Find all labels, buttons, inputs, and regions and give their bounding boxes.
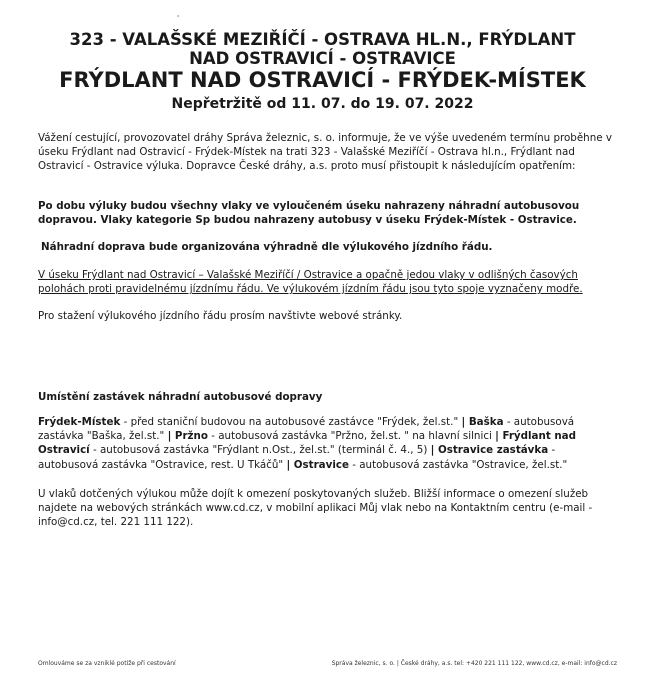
route-title-line2: NAD OSTRAVICÍ - OSTRAVICE (189, 49, 456, 68)
timing-paragraph: V úseku Frýdlant nad Ostravicí – Valašské Meziříčí / Ostravice a opačně jedou vlaky v odlišných časových polohách proti pravidelnému jízdnímu řádu. Ve výlukovém jízdním řádu jsou tyto spoje vyznačeny modře. (38, 269, 583, 296)
separator: | (495, 430, 503, 443)
separator: | (286, 458, 294, 471)
footer-contacts: Správa železnic, s. o. | České dráhy, a.s. tel: +420 221 111 122, www.cd.cz, e-mail: info@cd.cz (331, 660, 617, 667)
footer-apology: Omlouváme se za vzniklé potíže při cestování (38, 660, 176, 667)
stop-desc: - autobusová zastávka "Ostravice, rest. U Tkáčů" (38, 444, 556, 471)
download-paragraph: Pro stažení výlukového jízdního řádu prosím navštivte webové stránky. (38, 310, 403, 322)
stop-desc: - autobusová zastávka "Pržno, žel.st. " na hlavní silnici (207, 430, 496, 443)
route-title-line1: 323 - VALAŠSKÉ MEZIŘÍČÍ - OSTRAVA HL.N., FRÝDLANT (69, 30, 576, 49)
stop-desc: - autobusová zastávka "Frýdlant n.Ost., žel.st." (terminál č. 4., 5) (89, 444, 431, 457)
route-title (20, 30, 625, 68)
separator: | (167, 430, 175, 443)
stop-name: Ostravice (293, 458, 349, 471)
stop-name: Frýdek-Místek (38, 416, 121, 428)
section-title: FRÝDLANT NAD OSTRAVICÍ - FRÝDEK-MÍSTEK (59, 68, 586, 92)
organized-paragraph: Náhradní doprava bude organizována výhradně dle výlukového jízdního řádu. (41, 241, 493, 253)
stop-desc: - před staniční budovou na autobusové zastávce "Frýdek, žel.st." (120, 416, 462, 428)
stop-name: Baška (468, 416, 504, 428)
period-title: Nepřetržitě od 11. 07. do 19. 07. 2022 (171, 96, 474, 112)
separator: | (430, 444, 438, 457)
stops-list (38, 415, 618, 472)
stop-name: Pržno (174, 430, 208, 443)
info-paragraph: U vlaků dotčených výlukou může dojít k omezení poskytovaných služeb. Bližší informace o omezení služeb najdete na webových stránkách www.cd.cz, v mobilní aplikaci Můj vlak nebo na Kontaktním centru (e-mail - info@cd.cz, tel. 221 111 122). (38, 488, 593, 529)
separator: | (461, 416, 469, 428)
stop-desc: - autobusová zastávka "Baška, žel.st." (38, 416, 575, 443)
replacement-paragraph: Po dobu výluky budou všechny vlaky ve vyloučeném úseku nahrazeny náhradní autobusovou dopravou. Vlaky kategorie Sp budou nahrazeny autobusy v úseku Frýdek-Místek - Ostravice. (38, 200, 580, 227)
stops-heading: Umístění zastávek náhradní autobusové dopravy (38, 391, 323, 403)
intro-paragraph: Vážení cestující, provozovatel dráhy Správa železnic, s. o. informuje, že ve výše uvedeném termínu proběhne v úseku Frýdlant nad Ostravicí - Frýdek-Místek na trati 323 - Valašské Meziříčí - Ostrava hl.n., Frýdlant nad Ostravicí - Ostravice výluka. Dopravce České dráhy, a.s. proto musí přistoupit k následujícím opatřením: (38, 132, 612, 173)
scan-mark: ' (177, 14, 180, 23)
stop-name: Ostravice zastávka (438, 444, 549, 457)
stop-name: Frýdlant nad Ostravicí (38, 430, 576, 457)
stop-desc: - autobusová zastávka "Ostravice, žel.st." (348, 458, 568, 471)
